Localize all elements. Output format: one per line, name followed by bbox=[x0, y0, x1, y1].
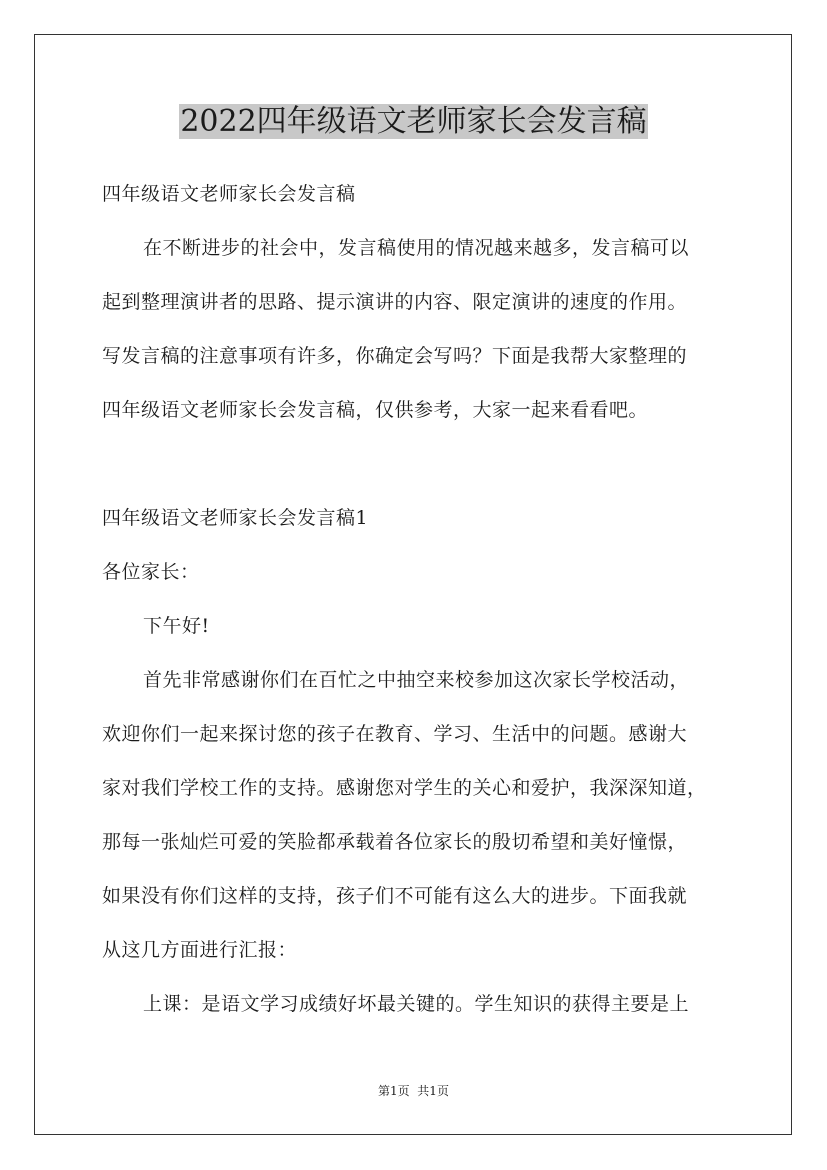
body-line-1: 首先非常感谢你们在百忙之中抽空来校参加这次家长学校活动， bbox=[143, 669, 690, 691]
intro-line-4: 四年级语文老师家长会发言稿，仅供参考，大家一起来看看吧。 bbox=[102, 399, 649, 421]
salutation: 各位家长： bbox=[102, 561, 200, 583]
intro-line-1: 在不断进步的社会中，发言稿使用的情况越来越多，发言稿可以 bbox=[143, 237, 690, 259]
document-title bbox=[0, 100, 827, 144]
body-line-5: 如果没有你们这样的支持，孩子们不可能有这么大的进步。下面我就 bbox=[102, 885, 688, 907]
body-line-2: 欢迎你们一起来探讨您的孩子在教育、学习、生活中的问题。感谢大 bbox=[102, 723, 688, 745]
intro-line-2: 起到整理演讲者的思路、提示演讲的内容、限定演讲的速度的作用。 bbox=[102, 291, 688, 313]
document-title-text: 2022四年级语文老师家长会发言稿 bbox=[180, 104, 647, 139]
last-paragraph-line: 上课：是语文学习成绩好坏最关键的。学生知识的获得主要是上 bbox=[143, 993, 690, 1015]
greeting: 下午好! bbox=[143, 615, 210, 637]
intro-line-3: 写发言稿的注意事项有许多，你确定会写吗？下面是我帮大家整理的 bbox=[102, 345, 688, 367]
document-subtitle: 四年级语文老师家长会发言稿 bbox=[102, 183, 356, 205]
section-heading: 四年级语文老师家长会发言稿1 bbox=[102, 507, 369, 529]
body-line-4: 那每一张灿烂可爱的笑脸都承载着各位家长的殷切希望和美好憧憬， bbox=[102, 831, 688, 853]
body-line-6: 从这几方面进行汇报： bbox=[102, 939, 298, 961]
page-footer: 第1页 共1页 bbox=[378, 1084, 449, 1098]
body-line-3: 家对我们学校工作的支持。感谢您对学生的关心和爱护，我深深知道， bbox=[102, 777, 707, 799]
